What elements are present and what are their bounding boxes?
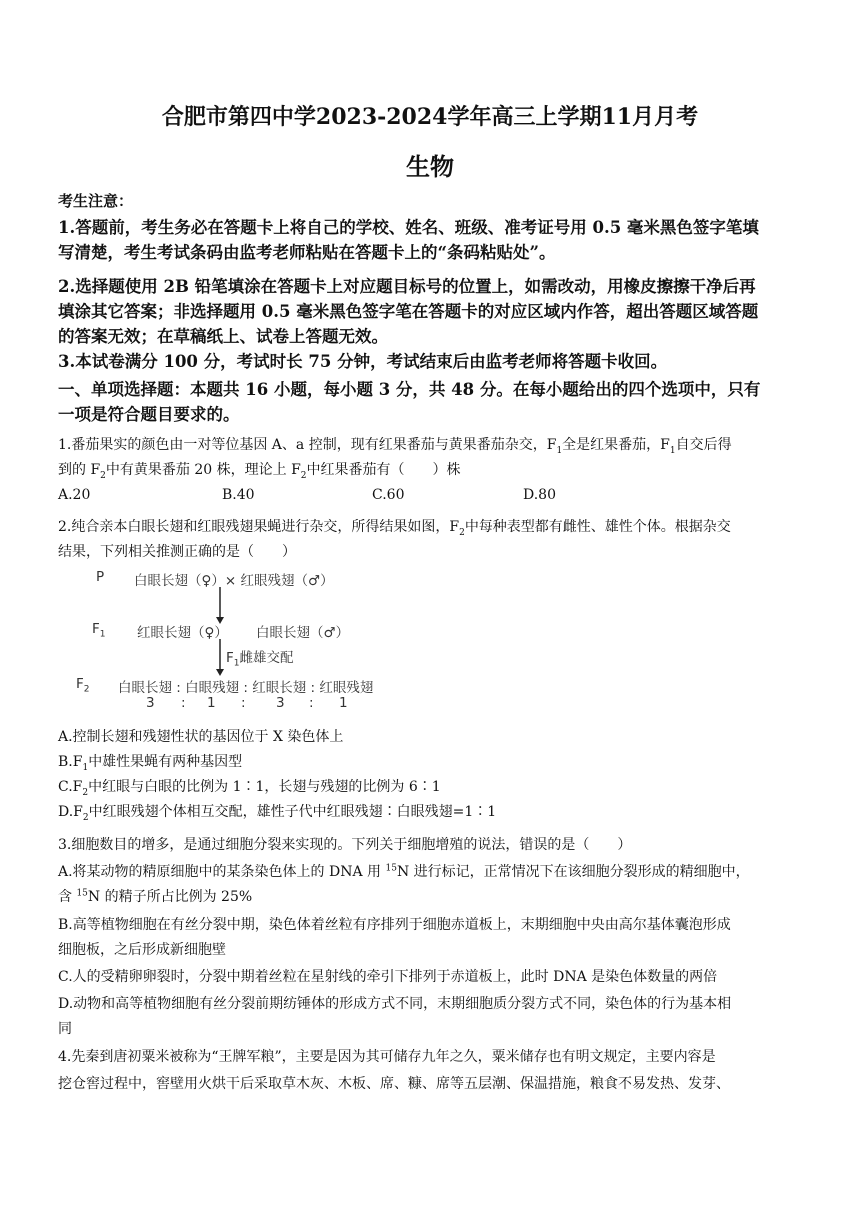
exam-title: 合肥市第四中学2023-2024学年高三上学期11月月考 — [161, 104, 699, 130]
ratio-value: 1 — [207, 695, 216, 711]
question-3-option-a: 含 $^{15}$N 的精子所占比例为 25% — [58, 888, 253, 905]
question-1-option-d: D.80 — [523, 487, 556, 503]
question-3-option-d: 同 — [58, 1021, 72, 1037]
ratio-value: 3 — [146, 695, 155, 711]
notice-line: 2.选择题使用 2B 铅笔填涂在答题卡上对应题目标号的位置上，如需改动，用橡皮擦擦干净后再 — [58, 277, 756, 296]
f2-label: $F_2$ — [76, 676, 90, 695]
question-1-option-b: B.40 — [222, 487, 255, 503]
question-4-stem: 4.先秦到唐初粟米被称为“王牌军粮”，主要是因为其可储存九年之久，粟米储存也有明文规定，主要内容是 — [58, 1049, 716, 1065]
notice-line: 3.本试卷满分 100 分，考试时长 75 分钟，考试结束后由监考老师将答题卡收回。 — [58, 352, 668, 371]
question-2-option-a: A.控制长翅和残翅性状的基因位于 X 染色体上 — [58, 729, 344, 745]
notice-line: 写清楚，考生考试条码由监考老师粘贴在答题卡上的“条码粘贴处”。 — [58, 243, 556, 262]
question-2-option-c: $C.F_2$中红眼与白眼的比例为 1∶1，长翅与残翅的比例为 6∶1 — [58, 779, 441, 798]
section-heading: 一项是符合题目要求的。 — [58, 405, 240, 424]
ratio-value: 1 — [339, 695, 348, 711]
question-1-option-a: A.20 — [58, 487, 91, 503]
ratio-value: 3 — [276, 695, 285, 711]
notice-line: 的答案无效；在草稿纸上、试卷上答题无效。 — [58, 327, 388, 346]
ratio-separator: : — [309, 695, 314, 711]
parent-cross: 白眼长翅（♀）× 红眼残翅（♂） — [134, 573, 334, 589]
question-3-option-b: B.高等植物细胞在有丝分裂中期，染色体着丝粒有序排列于细胞赤道板上，末期细胞中央由高尔基体囊泡形成 — [58, 917, 731, 933]
f2-phenotypes: 白眼长翅 : 白眼残翅 : 红眼长翅 : 红眼残翅 — [118, 680, 374, 696]
ratio-separator: : — [241, 695, 246, 711]
question-3-option-c: C.人的受精卵卵裂时，分裂中期着丝粒在星射线的牵引下排列于赤道板上，此时 DNA 是染色体数量的两倍 — [58, 969, 718, 985]
notice-line: 1.答题前，考生务必在答题卡上将自己的学校、姓名、班级、准考证号用 0.5 毫米黑色签字笔填 — [58, 218, 759, 237]
question-1-stem: 到的 $F_2$中有黄果番茄 20 株，理论上 $F_2$中红果番茄有（ ）株 — [58, 462, 461, 481]
p-label: P — [96, 569, 105, 585]
subject-title: 生物 — [406, 152, 454, 181]
f1-male: 白眼长翅（♂） — [256, 625, 350, 641]
question-3-option-a: A.将某动物的精原细胞中的某条染色体上的 DNA 用 $^{15}$N 进行标记，正常情况下在该细胞分裂形成的精细胞中， — [58, 863, 750, 880]
question-2-option-d: $D.F_2$中红眼残翅个体相互交配，雄性子代中红眼残翅∶白眼残翅=1∶1 — [58, 804, 497, 823]
question-2-option-b: $B.F_1$中雄性果蝇有两种基因型 — [58, 754, 243, 773]
f1-label: $F_1$ — [92, 621, 106, 640]
cross-diagram — [70, 565, 400, 713]
question-2-stem: 2.纯合亲本白眼长翅和红眼残翅果蝇进行杂交，所得结果如图，$F_2$中每种表型都有雌性、雄性个体。根据杂交 — [58, 519, 731, 538]
question-3-option-b: 细胞板，之后形成新细胞壁 — [58, 942, 226, 958]
question-3-stem: 3.细胞数目的增多，是通过细胞分裂来实现的。下列关于细胞增殖的说法，错误的是（ ） — [58, 837, 632, 853]
section-heading: 一、单项选择题：本题共 16 小题，每小题 3 分，共 48 分。在每小题给出的四个选项中，只有 — [58, 380, 761, 399]
mating-label: $F_1$雌雄交配 — [226, 650, 294, 669]
notice-heading: 考生注意： — [58, 192, 134, 210]
question-1-stem: 1.番茄果实的颜色由一对等位基因 A、a 控制，现有红果番茄与黄果番茄杂交，$F_1$全是红果番茄，$F_1$自交后得 — [58, 437, 732, 456]
f1-female: 红眼长翅（♀） — [137, 625, 228, 641]
question-3-option-d: D.动物和高等植物细胞有丝分裂前期纺锤体的形成方式不同，末期细胞质分裂方式不同，染色体的行为基本相 — [58, 996, 732, 1012]
arrow-down-icon — [214, 639, 226, 677]
arrow-down-icon — [214, 587, 226, 625]
question-2-stem: 结果，下列相关推测正确的是（ ） — [58, 544, 296, 560]
notice-line: 填涂其它答案；非选择题用 0.5 毫米黑色签字笔在答题卡的对应区域内作答，超出答题区域答题 — [58, 302, 759, 321]
question-1-option-c: C.60 — [372, 487, 405, 503]
question-4-stem: 挖仓窖过程中，窖壁用火烘干后采取草木灰、木板、席、糠、席等五层潮、保温措施，粮食不易发热、发芽、 — [58, 1076, 730, 1092]
ratio-separator: : — [181, 695, 186, 711]
